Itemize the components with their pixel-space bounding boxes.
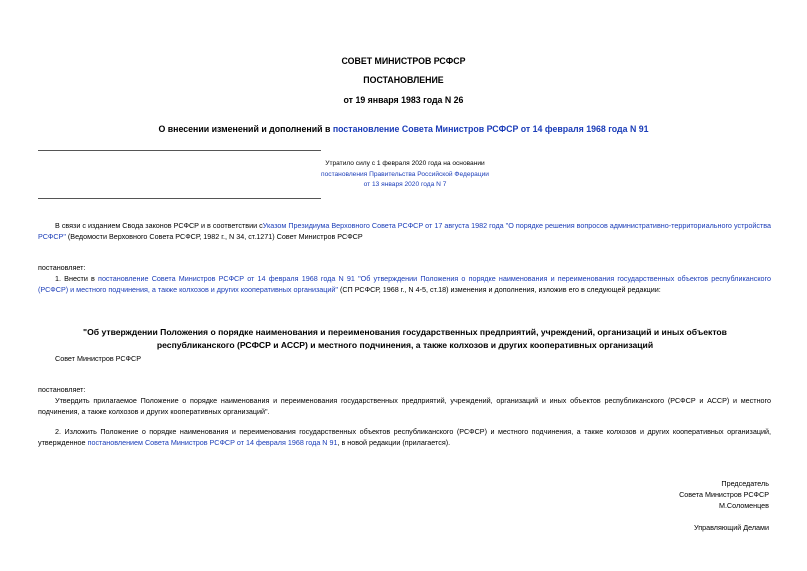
preamble-paragraph (38, 220, 771, 242)
item-2-link[interactable]: постановлением Совета Министров РСФСР от 14 февраля 1968 года N 91 (87, 438, 338, 447)
org-heading: СОВЕТ МИНИСТРОВ РСФСР (341, 56, 466, 66)
amended-title: "Об утверждении Положения о порядке наименования и переименования государственных предприятий, учреждений, организаций и иных объектов республиканского (РСФСР и АССР) и местного подчинения, а также колхозов и других кооперативных организаций (83, 327, 727, 350)
decides-label-1: постановляет: (38, 263, 86, 272)
date-number-heading: от 19 января 1983 года N 26 (343, 95, 464, 105)
preamble-text: В связи с изданием Свода законов РСФСР и в соответствии с (55, 221, 263, 230)
preamble-text-end: (Ведомости Верховного Совета РСФСР, 1982 г., N 34, ст.1271) Совет Министров РСФСР (65, 232, 363, 241)
item-2-text: 2. Изложить Положение о порядке наименования и переименования государственных объектов республиканского (РСФСР) и местного подчинения, а также колхозов и других кооперативных организаций, утвержденное (38, 427, 771, 447)
item-1-text: 1. Внести в (55, 274, 99, 283)
item-2-paragraph (38, 426, 771, 448)
subject-link[interactable]: постановление Совета Министров РСФСР от 14 февраля 1968 года N 91 (332, 124, 649, 134)
signature-council: Совета Министров РСФСР (679, 490, 769, 499)
repeal-notice (300, 159, 510, 191)
subject-prefix: О внесении изменений и дополнений в (158, 124, 333, 134)
council-line: Совет Министров РСФСР (55, 354, 142, 363)
decides-label-2: постановляет: (38, 385, 86, 394)
preamble-decree-link[interactable]: Указом Президиума Верховного Совета РСФСР от 17 августа 1982 года "О порядке решения вопросов административно-территориального устройства РСФСР" (38, 221, 771, 241)
item-2-text-end: , в новой редакции (прилагается). (337, 438, 451, 447)
divider-bottom (38, 198, 321, 199)
signature-manager: Управляющий Делами (694, 523, 769, 532)
signature-block (569, 478, 769, 533)
notice-link-decree[interactable]: постановления Правительства Российской Федерации (321, 170, 489, 178)
document-subject (0, 124, 807, 135)
notice-line: Утратило силу с 1 февраля 2020 года на основании (325, 160, 485, 167)
divider-top (38, 150, 321, 151)
signature-name: М.Соломенцев (718, 501, 769, 510)
item-1-text-end: (СП РСФСР, 1968 г., N 4-5, ст.18) изменения и дополнения, изложив его в следующей редакции: (337, 285, 661, 294)
item-1-link[interactable]: постановление Совета Министров РСФСР от 14 февраля 1968 года N 91 "Об утверждении Положения о порядке наименования и переименования государственных объектов республиканского (РСФСР) и местного подчинения, а также колхозов и других кооперативных организаций" (38, 274, 772, 294)
notice-link-date[interactable]: от 13 января 2020 года N 7 (363, 181, 447, 188)
item-1-paragraph (38, 273, 771, 295)
doc-type-heading: ПОСТАНОВЛЕНИЕ (363, 75, 444, 85)
clause-1-paragraph: Утвердить прилагаемое Положение о порядке наименования и переименования государственных предприятий, учреждений, организаций и иных объектов республиканского (РСФСР и АССР) и местного подчинения, а также колхозов и других кооперативных организаций". (38, 396, 771, 416)
signature-title: Председатель (721, 479, 769, 488)
